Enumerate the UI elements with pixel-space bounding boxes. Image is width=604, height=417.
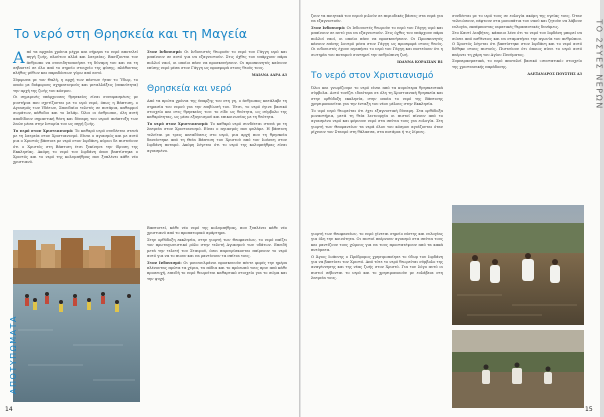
baptism-illustration: [452, 205, 584, 325]
author-signature: ΜΑΙΛΝΑ ΔΑΡΑ Α3: [251, 73, 287, 78]
left-column-1: [13, 50, 138, 226]
paragraph: Όλοι και γνωρίζουμε το νερό είναι από τα κυριότερα θρησκευτικά σύμβολα. Αυτό τονίζει ιδιαίτερα σε όλη τη Χριστιανική θρησκεία και στην ορθόδοξη εκκλησία, στην οποία το νερό της Βάπτισης χρησιμοποιείται για την ένταξη του νέου μέλους στην Εκκλησία.: [311, 86, 443, 107]
paragraph: συνδέεται με το ιερό τους σε ευλογία ακόμη της υγείας τους. Όταν τελειώσουν, πέφτουν στα μονοπάτια του ναού και ζητούν να λάβουν ευλογία, εκπέμποντας ιαματικές θεραπευτικές δυνάμεις.: [452, 14, 582, 29]
baptism-photo: [452, 205, 584, 325]
section-label-vertical: ΑΠΟΤΥΠΩΜΑΤΑ: [8, 315, 18, 394]
paragraph-lead: Το νερό στον Χριστιανισμό:: [147, 122, 209, 127]
paragraph: Οι Ινδουιστές θεωρούν το νερό του Γάγγη ιερό και μπαίνουν σε αυτό για να εξαγνιστούν. Στις όχθες του υπάρχουν πάρα πολλοί ναοί, οι οποίοι πάνε να προσκυνήσουν. Οι προσκυνητές καίνουν επίσης νερό μέσα στον Γάγγη ως προσφορά στους θεούς τους.: [147, 50, 287, 70]
author-signature: ΑΛΕΞΑΝΔΡΟΣ ΠΟΥΣΤΗΣ Α3: [527, 71, 582, 76]
paragraph: Το καθαρό νερό συνδέεται στενά με τη λατρεία στον Χριστιανισμό. Είναι ο αγιασμός και με αυτό μια ο Χριστός βάπτισε με νερό στον Ιορδάνη, κύριοι δε πιστεύουν ότι ο Χριστός στη Βάπτιση έτσι ξεκίνησε την ίδρυση της Εκκλησίας. Ακόμη το νερό του Ιορδάνη όπου βαπτίστηκε ο Χριστός και το νερό της κολυμπήθρας που ξυπλένει κάθε νέο χριστιανό.: [13, 128, 138, 165]
paragraph-lead: Στον Ινδουισμό:: [147, 50, 183, 54]
paragraph: Συμπερασματικά, το νερό αποτελεί βασικό «συστατικό» στοιχείο της χριστιανικής παράδοσης.: [452, 59, 582, 69]
paragraph-lead: Στον Ινδουισμό:: [311, 26, 346, 31]
paragraph: Οι Ινδουιστές θεωρούν το νερό του Γάγγη ιερό και μπαίνουν σε αυτό για να εξαγνιστούν. Στις όχθες του υπάρχουν πάρα πολλοί ναοί, οι οποίοι πάνε να προσκυνήσουν. Οι Προσκυνητές κάνουν επίσης λουτρό μέσα στον Γάγγη ως προσφορά στους θεούς. Οι ινδουιστές έχουν αγαπήσει το νερό του Γάγγη και πιστεύουν ότι η σωτηρία του ποταμού συντηρεί την ανθρώπινη ζωή.: [311, 26, 443, 57]
page-number: 15: [585, 406, 593, 413]
river-scene-illustration: [452, 330, 584, 408]
ganges-river-illustration: [13, 230, 140, 402]
paragraph: πό τα αρχαία χρόνια μέχρι και σήμερα το νερό αποτελεί πηγή ζωής, πλούτου αλλά και λατρείας. Βασίζονται τον άνθρωπο να συνειδητοποιήσει τη δύναμη του και να τη σεβαστεί σε όλο από το σημείο στοιχείο της φύσης, πλάθοντας πλήθος μύθων και παραδόσεων γύρω από αυτό.: [13, 50, 138, 76]
dropcap: Α: [13, 48, 25, 67]
right-column-1: [311, 14, 443, 226]
page-number: 14: [5, 406, 13, 413]
paragraph: Οι σημερινές υπάρχουσες θρησκείες είναι συνυφασμένες με μυστήρια που σχετίζονται με το ιερό νερό, όπως η Βάπτιση, ο Αγιασμός των Υδάτων, Σπουδαίοι τελετές σε ποτάμια, καθαρμοί σωμάτων, κάθοδοι και το Ισλάμ. Όλοι οι άνθρωποι, όλη αυτή αποδίδουν σημαντική θέση και δύναμη του νερού ανάπτυξη των λαών μέσα στην Ιστορία του ως πηγή ζωής.: [13, 95, 138, 126]
paragraph: Σύμφωνα με τον Θαλή, η αρχή των πάντων ήταν το Ύδωρ, το οποίο με διάφορους σχηματισμούς και μεταλλάξεις (πυκνότητα) την αρχή της ζωής του κόσμου.: [13, 77, 138, 93]
section-heading: Το νερό στον Χριστιανισμό: [311, 71, 434, 82]
section-heading: Θρησκεία και νερό: [147, 84, 232, 95]
left-page: [0, 0, 299, 417]
author-signature: ΙΩΑΝΝΑ ΚΟΡΑΣΙΑΝ Β1: [397, 59, 443, 64]
paragraph: Από τα πρώτα χρόνια της ύπαρξης του στη γη, ο άνθρωπος κατάλαβε τη σημασία του νερού για την επιβίωσή του. Έτσι, το νερό έγινε βασικό στοιχείο και στις θρησκείες του: το είδε ως θεότητα, ως σύμβολο της καθαρότητας, ως μέσο εξαγνισμού και επικοινωνίας με τη θεότητα.: [147, 99, 287, 120]
paragraph: Βαπτιστεί, κάθε νέο νερό της κολυμπήθρας, που ξυπλένει κάθε νέο χριστιανό από το προπατορικό αμάρτημα.: [147, 226, 287, 236]
section-label-vertical: ΤΟ 2ΣΥΕΣ ΝΕΡΩΝ: [594, 19, 604, 110]
ganges-river-photo: [13, 230, 140, 402]
left-column-2: [147, 50, 287, 228]
paragraph-lead: Στον Ινδουισμό:: [147, 260, 182, 265]
river-scene-photo: [452, 330, 584, 408]
left-column-2-bottom: [147, 226, 287, 404]
paragraph-lead: Το νερό στον Χριστιανισμό:: [13, 128, 74, 133]
page-title: Το νερό στη Θρησκεία και τη Μαγεία: [14, 26, 247, 41]
paragraph: ζουν τα ποιητικά του νερού μιλούν σε περιοδικές βάσεις στα νερά για να εξαγνιστούν.: [311, 14, 443, 24]
paragraph: Στην ορθόδοξη εκκλησία, στην γιορτή των Θεοφανείων, το νερό παίζει τον πρωταγωνιστικό ρόλο στην τελετή Αγιασμού των υδάτων. Επειδή μετά την τελετή του Σταυρού, όσοι παρευρίσκονται παίρνουν το νερό αυτό για να το πιουν και να ραντίσουν τα σπίτια τους.: [147, 238, 287, 258]
paragraph: Το καθαρό νερό συνδέεται στενά με τη λατρεία στον Χριστιανισμό. Είναι ο αγιασμός που φυλάμε. Η βάπτιση τελείται με τρεις καταδύσεις στο νερό, μια αρχή που τη θρησκεία δανείστηκε από τη Θεία Βάπτιση του Χριστού από τον Ιωάννη στον Ιορδάνη ποταμό. Ακόμη λέγεται ότι το νερό της κολυμπήθρας είναι αγιασμένο.: [147, 122, 287, 153]
paragraph: γιορτή των Θεοφανείων, το νερό γίνεται σημείο πίστης και ευλογίας για όλη την κοινότητα. Οι πιστοί παίρνουν αγιασμό στα σπίτια τους και ραντίζουν τους χώρους για να τους προστατέψουν από τα κακά πνεύματα.: [311, 232, 443, 252]
paragraph: Ο Άγιος Ιωάννης ο Πρόδρομος χρησιμοποίησε το ύδωρ του Ιορδάνη για να βαπτίσει τον Χριστό. Από τότε το νερό θεωρείται σύμβολο της αναγέννησης και της νέας ζωής στον Χριστό. Για τον λόγο αυτό οι πιστοί σέβονται το νερό και το χρησιμοποιούν με ευλάβεια στη λατρεία τους.: [311, 254, 443, 280]
paragraph: Στο Καυτί Διαβήτες, κάποιοι λένε ότι το νερό του Ιορδάνη μπορεί να σώσει από ασθένειες και να σταματήσει την αγωνία του ανθρώπου. Ο Χριστός λέγεται ότι βαπτίστηκε στον Ιορδάνη και το νερό αυτό δόθηκε στους πιστούς. Πιστεύουν ότι όποιος πίνει το νερό αυτό παίρνει τη χάρη του Αγίου Πνεύματος.: [452, 31, 582, 57]
right-column-2: [452, 14, 582, 200]
paragraph: Το ιερό νερό θεωρείται ότι έχει εξαγνιστική δύναμη. Στα ορθόδοξα μοναστήρια, μετά τη θεία λειτουργία οι πιστοί πίνουν από το αγιασμένο νερό και φέρνουν νερό στα σπίτια τους για ευλογία. Στη γιορτή των Θεοφανείων τα νερά όλου του κόσμου αγιάζονται όταν ρίχνουν τον Σταυρό στη θάλασσα, στα ποτάμια ή τις λίμνες.: [311, 108, 443, 135]
paragraph: Οι μουσουλμάνοι προσκυνούν πέντε φορές την ημέρα πλένοντας πρώτα τα χέρια, τα πόδια και το πρόσωπό τους πριν από κάθε προσευχή, επειδή το νερό θεωρείται καθαρτικό στοιχείο για το σώμα και την ψυχή.: [147, 260, 287, 281]
right-page: [301, 0, 604, 417]
right-column-1-bottom: [311, 232, 443, 408]
